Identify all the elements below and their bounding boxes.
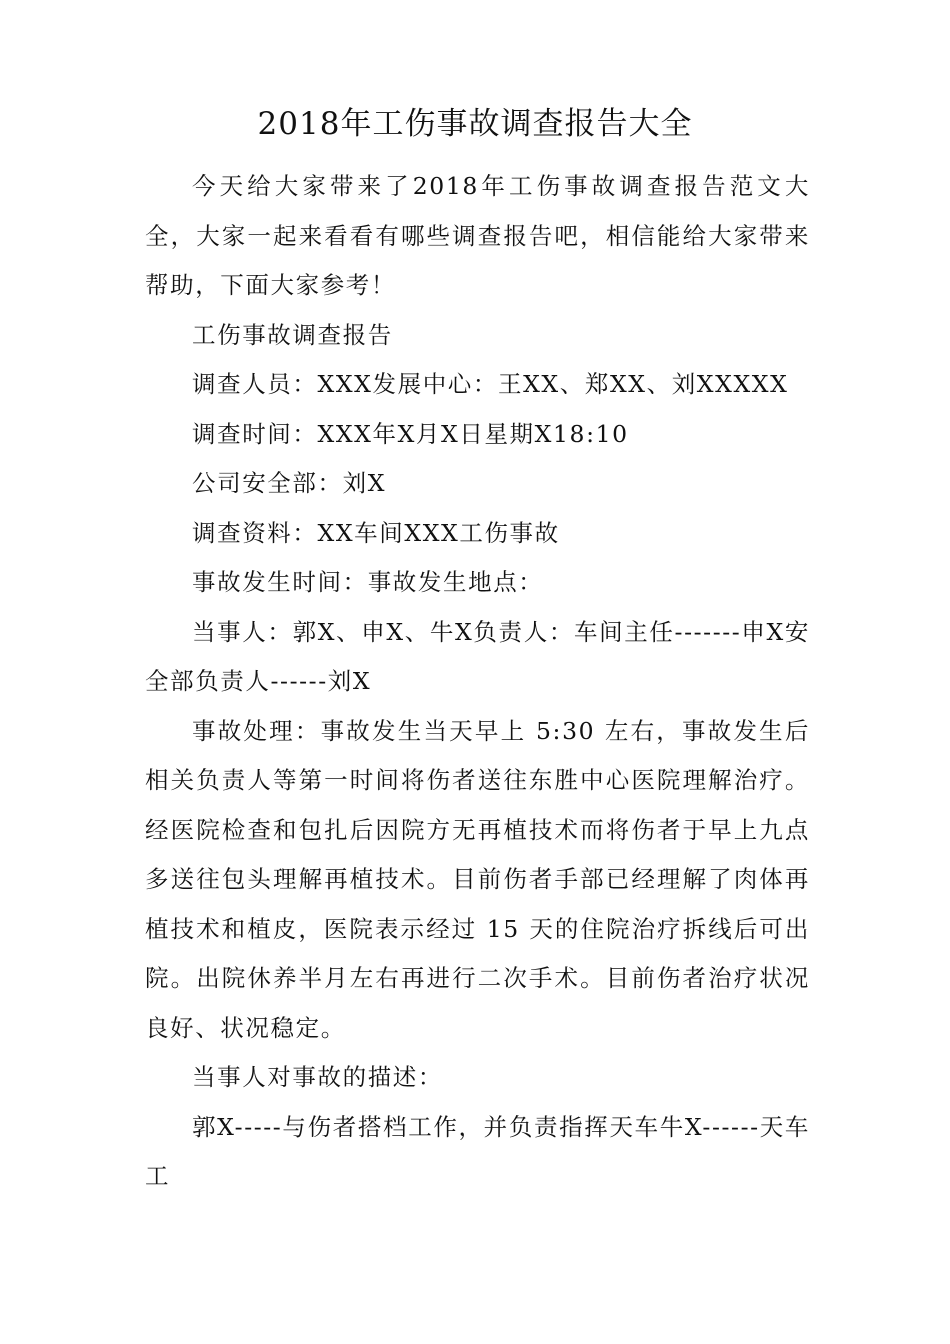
- paragraph-safety-department: 公司安全部：刘X: [192, 469, 387, 497]
- paragraph-report-heading: 工伤事故调查报告: [192, 320, 393, 349]
- paragraph-accident-time-place: 事故发生时间：事故发生地点：: [192, 568, 544, 596]
- paragraph-investigation-time: 调查时间：XXX年X月X日星期X18:10: [192, 419, 629, 448]
- document-title: 2018年工伤事故调查报告大全: [257, 106, 693, 142]
- paragraph-party-description: 郭X-----与伤者搭档工作，并负责指挥天车牛X------天车工: [145, 1112, 810, 1190]
- paragraph-investigators: 调查人员：XXX发展中心：王XX、郑XX、刘XXXXX: [192, 370, 789, 398]
- paragraph-parties-involved: 当事人：郭X、申X、牛X负责人：车间主任-------申X安全部负责人------刘X: [145, 617, 810, 695]
- paragraph-accident-handling: 事故处理：事故发生当天早上 5:30 左右，事故发生后相关负责人等第一时间将伤者送往东胜中心医院理解治疗。经医院检查和包扎后因院方无再植技术而将伤者于早上九点多送往包头理解再植技术。目前伤者手部已经理解了肉体再植技术和植皮，医院表示经过 15 天的住院治疗拆线后可出院。出院休养半月左右再进行二次手术。目前伤者治疗状况良好、状况稳定。: [145, 716, 810, 1042]
- paragraph-investigation-material: 调查资料：XX车间XXX工伤事故: [192, 518, 560, 547]
- document-body: [145, 162, 810, 1202]
- paragraph-intro: 今天给大家带来了2018年工伤事故调查报告范文大全，大家一起来看看有哪些调查报告吧，相信能给大家带来帮助，下面大家参考！: [145, 172, 810, 299]
- paragraph-description-heading: 当事人对事故的描述：: [192, 1063, 443, 1091]
